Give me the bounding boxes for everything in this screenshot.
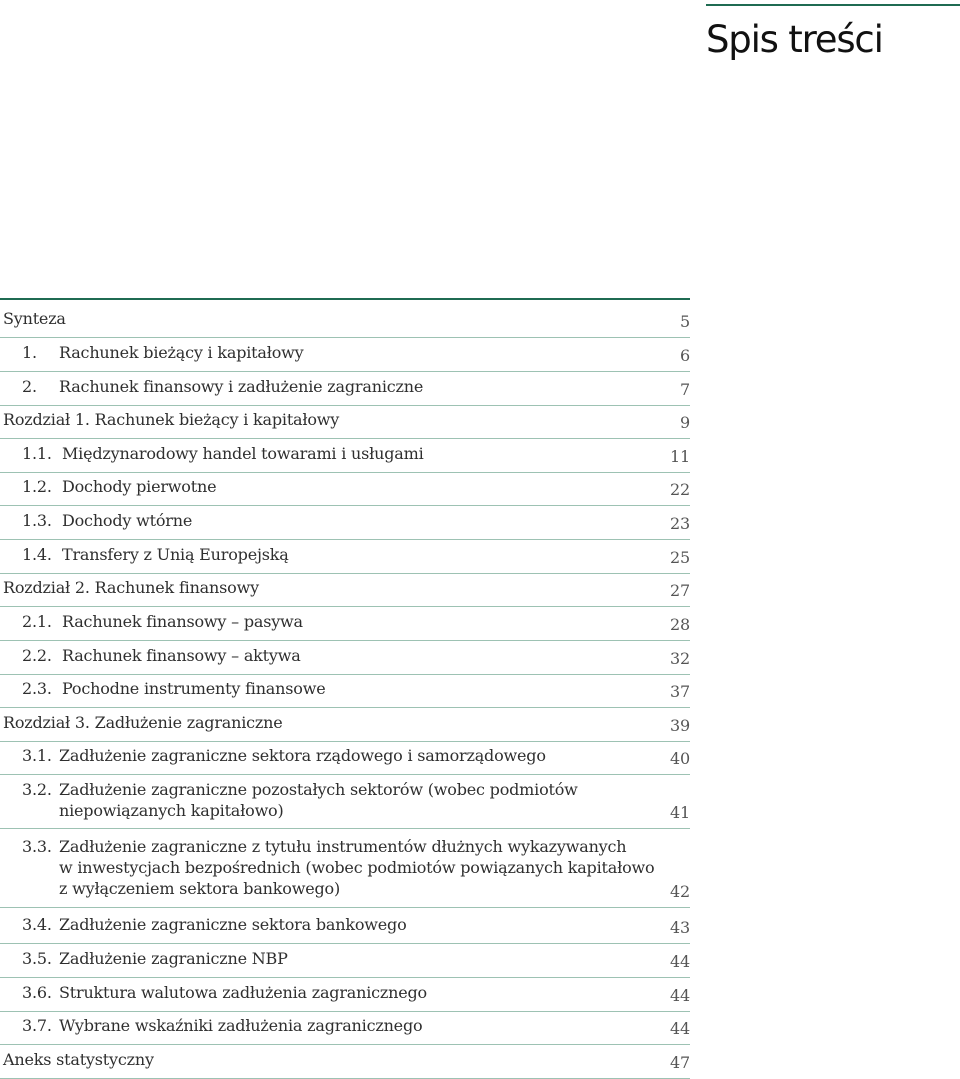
toc-entry-title: Zadłużenie zagraniczne z tytułu instrumentów dłużnych wykazywanych w inwestycjach bezpośrednich (wobec podmiotów powiązanych kapitałowo z wyłączeniem sektora bankowego) — [59, 837, 655, 898]
toc-entry-number: 3.1. — [22, 746, 52, 765]
toc-entry[interactable] — [0, 376, 690, 400]
toc-entry-number: 2.1. — [22, 612, 52, 631]
toc-entry[interactable] — [0, 342, 690, 366]
toc-entry-number: 3.7. — [22, 1016, 52, 1035]
toc-entry[interactable] — [0, 443, 690, 467]
toc-row-divider — [0, 606, 690, 607]
toc-entry-page: 41 — [670, 803, 690, 822]
toc-entry-number: 3.3. — [22, 837, 52, 856]
toc-entry-number: 2.3. — [22, 679, 52, 698]
toc-entry-title: Zadłużenie zagraniczne NBP — [59, 949, 288, 968]
toc-entry[interactable] — [0, 948, 690, 972]
toc-entry-title: Dochody wtórne — [62, 511, 193, 530]
toc-entry-number: 1. — [22, 343, 37, 362]
toc-entry[interactable] — [0, 1015, 690, 1039]
toc-entry-page: 11 — [670, 447, 690, 466]
toc-entry[interactable] — [0, 476, 690, 500]
toc-entry-page: 43 — [670, 918, 690, 937]
toc-row-divider — [0, 943, 690, 944]
toc-entry[interactable] — [0, 645, 690, 669]
toc-entry-title: Struktura walutowa zadłużenia zagranicznego — [59, 983, 427, 1002]
toc-entry-title: Zadłużenie zagraniczne sektora bankowego — [59, 915, 407, 934]
title-rule — [706, 4, 960, 6]
toc-entry-number: 2.2. — [22, 646, 52, 665]
toc-entry[interactable] — [0, 409, 690, 433]
toc-entry-number: 3.2. — [22, 780, 52, 799]
toc-row-divider — [0, 707, 690, 708]
toc-entry[interactable] — [0, 577, 690, 601]
toc-entry[interactable] — [0, 510, 690, 534]
toc-entry-page: 44 — [670, 986, 690, 1005]
toc-entry[interactable] — [0, 745, 690, 769]
toc-entry-page: 22 — [670, 480, 690, 499]
toc-row-divider — [0, 337, 690, 338]
toc-entry-title: Rachunek finansowy – aktywa — [62, 646, 301, 665]
toc-row-divider — [0, 405, 690, 406]
toc-entry-title: Dochody pierwotne — [62, 477, 217, 496]
toc-row-divider — [0, 907, 690, 908]
toc-entry-page: 5 — [680, 312, 690, 331]
toc-entry-page: 32 — [670, 649, 690, 668]
toc-row-divider — [0, 674, 690, 675]
toc-row-divider — [0, 828, 690, 829]
toc-entry-page: 9 — [680, 413, 690, 432]
toc-row-divider — [0, 505, 690, 506]
toc-entry-page: 7 — [680, 380, 690, 399]
toc-entry-title: Pochodne instrumenty finansowe — [62, 679, 326, 698]
toc-entry-page: 39 — [670, 716, 690, 735]
toc-entry-page: 44 — [670, 952, 690, 971]
toc-row-divider — [0, 977, 690, 978]
toc-row-divider — [0, 640, 690, 641]
toc-top-rule — [0, 298, 690, 300]
toc-entry-title: Wybrane wskaźniki zadłużenia zagranicznego — [59, 1016, 423, 1035]
toc-row-divider — [0, 438, 690, 439]
toc-entry-page: 44 — [670, 1019, 690, 1038]
toc-entry-title: Zadłużenie zagraniczne pozostałych sektorów (wobec podmiotów niepowiązanych kapitałowo) — [59, 780, 578, 820]
toc-entry-number: 2. — [22, 377, 37, 396]
toc-entry-page: 37 — [670, 682, 690, 701]
toc-row-divider — [0, 573, 690, 574]
toc-entry-page: 25 — [670, 548, 690, 567]
toc-row-divider — [0, 741, 690, 742]
toc-row-divider — [0, 539, 690, 540]
toc-entry[interactable] — [0, 712, 690, 736]
toc-entry-number: 3.4. — [22, 915, 52, 934]
toc-entry-page: 42 — [670, 882, 690, 901]
toc-entry[interactable] — [0, 836, 690, 902]
toc-entry-number: 1.4. — [22, 545, 52, 564]
toc-entry-number: 1.3. — [22, 511, 52, 530]
toc-entry-title: Rachunek finansowy – pasywa — [62, 612, 303, 631]
toc-entry-page: 27 — [670, 581, 690, 600]
toc-entry-title: Zadłużenie zagraniczne sektora rządowego i samorządowego — [59, 746, 546, 765]
toc-row-divider — [0, 1011, 690, 1012]
toc-row-divider — [0, 371, 690, 372]
toc-entry-number: 3.6. — [22, 983, 52, 1002]
toc-row-divider — [0, 1044, 690, 1045]
toc-entry[interactable] — [0, 308, 690, 332]
toc-entry-title: Rozdział 1. Rachunek bieżący i kapitałowy — [3, 410, 340, 429]
toc-entry[interactable] — [0, 982, 690, 1006]
toc-row-divider — [0, 472, 690, 473]
toc-entry-page: 28 — [670, 615, 690, 634]
toc-entry-number: 3.5. — [22, 949, 52, 968]
toc-entry-number: 1.1. — [22, 444, 52, 463]
toc-entry-title: Rachunek finansowy i zadłużenie zagraniczne — [59, 377, 424, 396]
toc-entry-number: 1.2. — [22, 477, 52, 496]
toc-entry-page: 40 — [670, 749, 690, 768]
toc-entry[interactable] — [0, 1049, 690, 1073]
table-of-contents — [0, 298, 690, 1072]
toc-entry-title: Rachunek bieżący i kapitałowy — [59, 343, 304, 362]
toc-entry-title: Aneks statystyczny — [3, 1050, 154, 1069]
toc-entry-title: Rozdział 3. Zadłużenie zagraniczne — [3, 713, 283, 732]
toc-entry-title: Transfery z Unią Europejską — [62, 545, 289, 564]
toc-entry-title: Międzynarodowy handel towarami i usługami — [62, 444, 424, 463]
page-title: Spis treści — [706, 18, 883, 61]
toc-entry-page: 6 — [680, 346, 690, 365]
toc-entry-title: Rozdział 2. Rachunek finansowy — [3, 578, 259, 597]
toc-entry[interactable] — [0, 779, 690, 823]
toc-entry[interactable] — [0, 678, 690, 702]
toc-entry-page: 23 — [670, 514, 690, 533]
toc-row-divider — [0, 774, 690, 775]
toc-entry[interactable] — [0, 611, 690, 635]
toc-entry[interactable] — [0, 544, 690, 568]
toc-entry-page: 47 — [670, 1053, 690, 1072]
toc-entry[interactable] — [0, 914, 690, 938]
toc-entry-title: Synteza — [3, 309, 66, 328]
